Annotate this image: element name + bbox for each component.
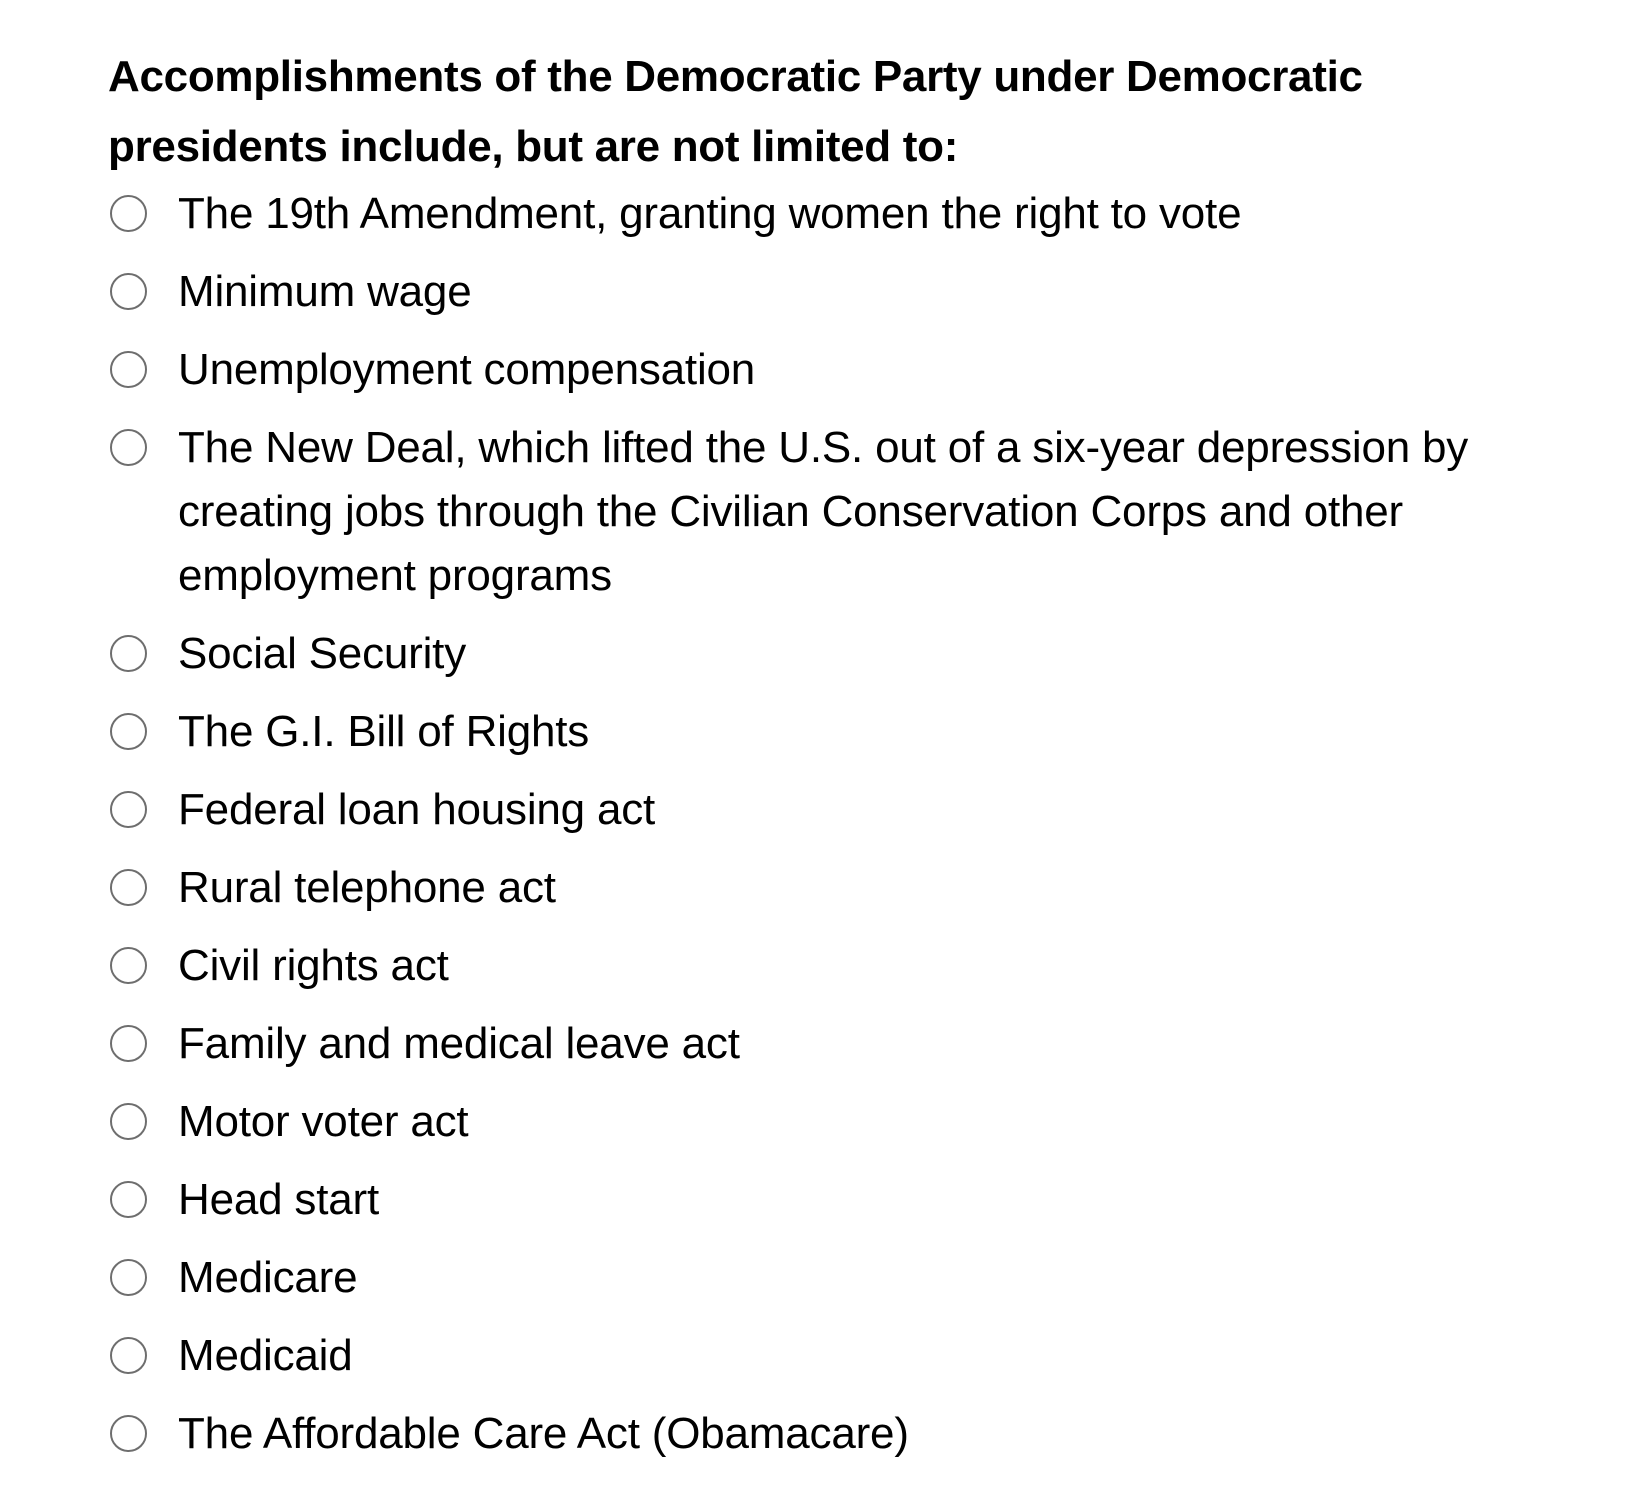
checklist-item (108, 416, 1548, 608)
checklist-item-text[interactable]: Minimum wage (178, 267, 472, 316)
checklist-item-text[interactable]: Family and medical leave act (178, 1019, 740, 1068)
unchecked-circle-icon[interactable] (110, 429, 147, 466)
checklist-item (108, 778, 1548, 842)
unchecked-circle-icon[interactable] (110, 1415, 147, 1452)
checklist-item-text[interactable]: Unemployment compensation (178, 345, 756, 394)
checklist-item-text[interactable]: Rural telephone act (178, 863, 556, 912)
checklist-item-text[interactable]: The G.I. Bill of Rights (178, 707, 590, 756)
checklist-item-text[interactable]: Federal loan housing act (178, 785, 656, 834)
checklist (108, 182, 1548, 1466)
unchecked-circle-icon[interactable] (110, 351, 147, 388)
unchecked-circle-icon[interactable] (110, 1259, 147, 1296)
checklist-item-text[interactable]: Motor voter act (178, 1097, 469, 1146)
checklist-item-text[interactable]: Civil rights act (178, 941, 449, 990)
checklist-item-text[interactable]: The 19th Amendment, granting women the right to vote (178, 189, 1242, 238)
checklist-item (108, 856, 1548, 920)
checklist-item (108, 1402, 1548, 1466)
unchecked-circle-icon[interactable] (110, 869, 147, 906)
checklist-item-text[interactable]: Medicaid (178, 1331, 353, 1380)
checklist-item (108, 1168, 1548, 1232)
unchecked-circle-icon[interactable] (110, 947, 147, 984)
checklist-item-text[interactable]: The New Deal, which lifted the U.S. out of a six-year depression by creating jobs through the Civilian Conservation Corps and other employment programs (178, 423, 1469, 600)
checklist-item (108, 1090, 1548, 1154)
unchecked-circle-icon[interactable] (110, 635, 147, 672)
note-heading[interactable]: Accomplishments of the Democratic Party under Democratic presidents include, but are not limited to: (108, 52, 1363, 171)
checklist-item (108, 260, 1548, 324)
checklist-item-text[interactable]: The Affordable Care Act (Obamacare) (178, 1409, 909, 1458)
checklist-item (108, 700, 1548, 764)
unchecked-circle-icon[interactable] (110, 791, 147, 828)
unchecked-circle-icon[interactable] (110, 195, 147, 232)
unchecked-circle-icon[interactable] (110, 1337, 147, 1374)
unchecked-circle-icon[interactable] (110, 713, 147, 750)
checklist-item-text[interactable]: Medicare (178, 1253, 358, 1302)
checklist-item (108, 1246, 1548, 1310)
checklist-item (108, 934, 1548, 998)
note-content (108, 42, 1548, 1480)
checklist-item (108, 1324, 1548, 1388)
checklist-item-text[interactable]: Social Security (178, 629, 467, 678)
checklist-item (108, 338, 1548, 402)
unchecked-circle-icon[interactable] (110, 1181, 147, 1218)
checklist-item (108, 182, 1548, 246)
unchecked-circle-icon[interactable] (110, 273, 147, 310)
checklist-item-text[interactable]: Head start (178, 1175, 379, 1224)
checklist-item (108, 622, 1548, 686)
checklist-item (108, 1012, 1548, 1076)
unchecked-circle-icon[interactable] (110, 1103, 147, 1140)
unchecked-circle-icon[interactable] (110, 1025, 147, 1062)
